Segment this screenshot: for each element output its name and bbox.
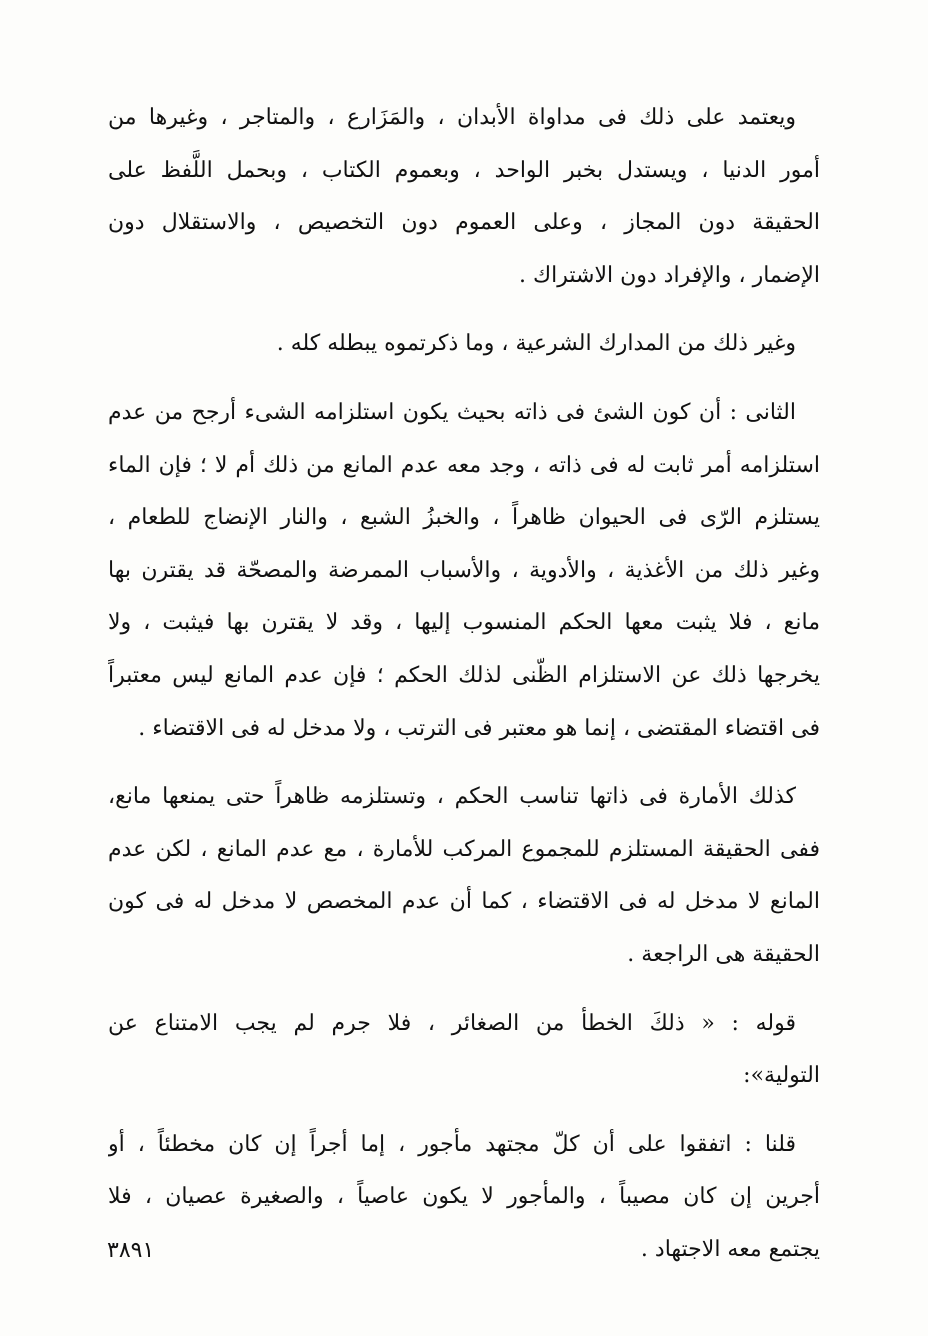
text-line: فى اقتضاء المقتضى ، إنما هو معتبر فى الترتب ، ولا مدخل له فى الاقتضاء .: [138, 715, 820, 741]
paragraph-6: [108, 1119, 820, 1277]
text-line: الحقيقة دون المجاز ، وعلى العموم دون التخصيص ، والاستقلال دون: [108, 210, 820, 236]
paragraph-2: [108, 318, 820, 371]
paragraph-3: [108, 387, 820, 755]
body-text: [108, 92, 820, 1292]
text-line: استلزامه أمر ثابت له فى ذاته ، وجد معه عدم المانع من ذلك أم لا ؛ فإن الماء: [108, 452, 820, 478]
page-number: ٣٨٩١: [107, 1238, 155, 1263]
text-line: المانع لا مدخل له فى الاقتضاء ، كما أن عدم المخصص لا مدخل له فى كون: [108, 889, 820, 915]
text-line: ويعتمد على ذلك فى مداواة الأبدان ، والمَزَارع ، والمتاجر ، وغيرها من: [108, 105, 796, 130]
text-line: قوله : « ذلكَ الخطأ من الصغائر ، فلا جرم لم يجب الامتناع عن: [108, 1010, 796, 1036]
text-line: الثانى : أن كون الشئ فى ذاته بحيث يكون استلزامه الشىء أرجح من عدم: [108, 399, 796, 425]
text-line: أجرين إن كان مصيباً ، والمأجور لا يكون عاصياً ، والصغيرة عصيان ، فلا: [108, 1184, 820, 1210]
text-line: أمور الدنيا ، ويستدل بخبر الواحد ، وبعموم الكتاب ، وبحمل اللَّفظ على: [108, 157, 820, 183]
text-line: الإضمار ، والإفراد دون الاشتراك .: [519, 262, 820, 288]
paragraph-1: [108, 92, 820, 302]
text-line: يستلزم الرّى فى الحيوان ظاهراً ، والخبزُ الشبع ، والنار الإنضاج للطعام ،: [108, 505, 820, 531]
text-line: قلنا : اتفقوا على أن كلّ مجتهد مأجور ، إما أجراً إن كان مخطئاً ، أو: [108, 1131, 796, 1157]
text-line: الحقيقة هى الراجعة .: [627, 941, 820, 967]
text-line: التولية»:: [743, 1063, 820, 1089]
text-line: وغير ذلك من المدارك الشرعية ، وما ذكرتموه يبطله كله .: [276, 331, 796, 357]
text-line: كذلك الأمارة فى ذاتها تناسب الحكم ، وتستلزمه ظاهراً حتى يمنعها مانع،: [108, 784, 796, 810]
text-line: يخرجها ذلك عن الاستلزام الظّنى لذلك الحكم ؛ فإن عدم المانع ليس معتبراً: [108, 662, 820, 688]
text-line: ففى الحقيقة المستلزم للمجموع المركب للأمارة ، مع عدم المانع ، لكن عدم: [108, 836, 820, 862]
paragraph-5: [108, 998, 820, 1103]
paragraph-4: [108, 771, 820, 981]
text-line: وغير ذلك من الأغذية ، والأدوية ، والأسباب الممرضة والمصحّة قد يقترن بها: [108, 557, 820, 583]
text-line: يجتمع معه الاجتهاد .: [640, 1236, 820, 1262]
text-line: مانع ، فلا يثبت معها الحكم المنسوب إليها ، وقد لا يقترن بها فيثبت ، ولا: [108, 610, 820, 636]
